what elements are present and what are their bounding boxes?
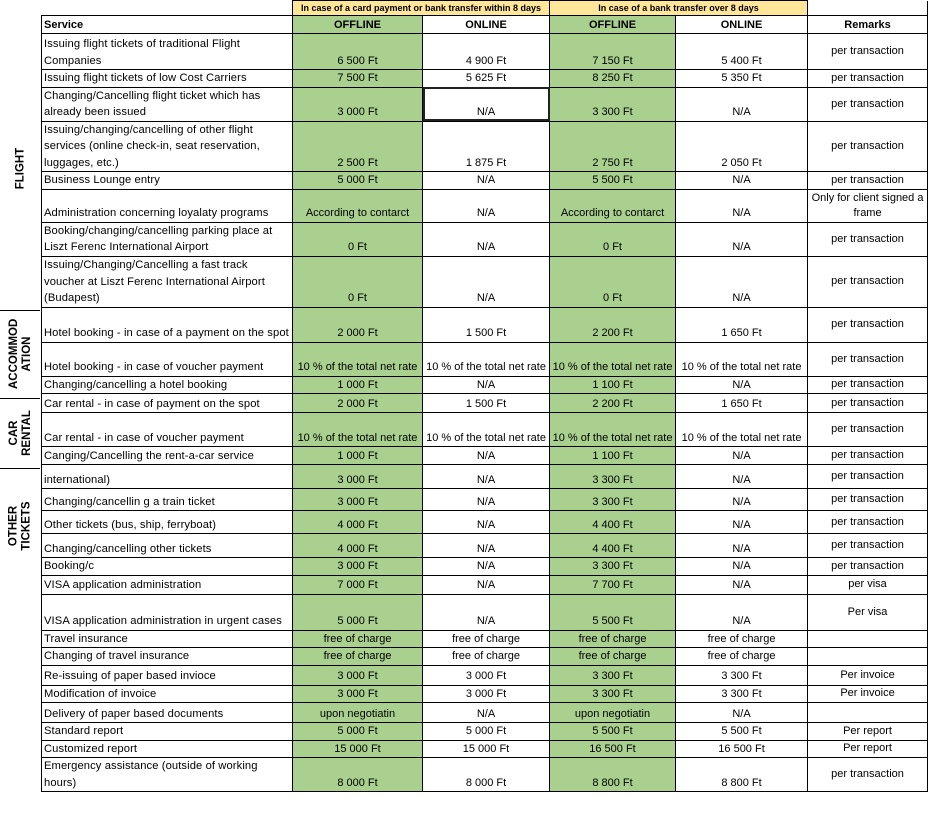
online-price-cell[interactable]: 10 % of the total net rate bbox=[676, 413, 808, 447]
group-header-over-8-days[interactable]: In case of a bank transfer over 8 days bbox=[550, 1, 808, 16]
table-row bbox=[42, 758, 928, 792]
table-row bbox=[42, 465, 928, 489]
service-cell[interactable]: Canging/Cancelling the rent-a-car service bbox=[42, 447, 293, 465]
offline-price-cell[interactable]: 3 000 Ft bbox=[293, 685, 423, 703]
offline-price-cell[interactable]: 15 000 Ft bbox=[293, 740, 423, 758]
online-price-cell[interactable]: N/A bbox=[676, 189, 808, 222]
remarks-cell[interactable]: per transaction bbox=[808, 489, 928, 511]
offline-price-cell[interactable]: 1 100 Ft bbox=[550, 447, 676, 465]
offline-price-cell[interactable]: 1 000 Ft bbox=[293, 376, 423, 394]
online-price-cell[interactable]: 5 350 Ft bbox=[676, 70, 808, 88]
online-price-cell[interactable]: 10 % of the total net rate bbox=[423, 413, 550, 447]
online-price-cell[interactable]: 5 625 Ft bbox=[423, 70, 550, 88]
offline-price-cell[interactable]: free of charge bbox=[550, 630, 676, 648]
offline-price-cell[interactable]: 2 000 Ft bbox=[293, 394, 423, 413]
online-price-cell[interactable]: 3 300 Ft bbox=[676, 685, 808, 703]
header-blank-right bbox=[808, 1, 928, 16]
table-row bbox=[42, 87, 928, 121]
offline-price-cell[interactable]: According to contarct bbox=[293, 189, 423, 222]
service-cell[interactable]: Business Lounge entry bbox=[42, 172, 293, 190]
online-price-cell[interactable]: N/A bbox=[676, 511, 808, 534]
offline-price-cell[interactable]: According to contarct bbox=[550, 189, 676, 222]
offline-price-cell[interactable]: 10 % of the total net rate bbox=[293, 342, 423, 376]
table-row bbox=[42, 511, 928, 534]
offline-price-cell[interactable]: 4 400 Ft bbox=[550, 534, 676, 558]
offline-price-cell[interactable]: 3 300 Ft bbox=[550, 87, 676, 121]
offline-price-cell[interactable]: 3 000 Ft bbox=[293, 87, 423, 121]
online-price-cell[interactable]: 1 650 Ft bbox=[676, 394, 808, 413]
table-row bbox=[42, 558, 928, 576]
online-price-cell[interactable]: N/A bbox=[423, 222, 550, 256]
online-price-cell[interactable]: N/A bbox=[676, 534, 808, 558]
offline-price-cell[interactable]: 2 750 Ft bbox=[550, 121, 676, 172]
table-row bbox=[42, 630, 928, 648]
online-price-cell[interactable]: N/A bbox=[423, 172, 550, 190]
service-cell[interactable]: VISA application administration bbox=[42, 575, 293, 594]
offline-price-cell[interactable]: upon negotiatin bbox=[550, 703, 676, 723]
online-price-cell[interactable]: 5 400 Ft bbox=[676, 34, 808, 70]
category-label bbox=[4, 398, 38, 468]
service-cell[interactable]: Hotel booking - in case of voucher payment bbox=[42, 342, 293, 376]
service-cell[interactable]: Other tickets (bus, ship, ferryboat) bbox=[42, 511, 293, 534]
service-cell[interactable]: Changing of travel insurance bbox=[42, 648, 293, 666]
remarks-cell[interactable] bbox=[808, 703, 928, 723]
table-row bbox=[42, 189, 928, 222]
online-price-cell[interactable]: N/A bbox=[423, 534, 550, 558]
service-cell[interactable]: Administration concerning loyalaty programs bbox=[42, 189, 293, 222]
offline-price-cell[interactable]: 8 000 Ft bbox=[293, 758, 423, 792]
table-row bbox=[42, 172, 928, 190]
online-price-cell[interactable]: N/A bbox=[676, 376, 808, 394]
remarks-cell[interactable]: per transaction bbox=[808, 511, 928, 534]
header-online-2[interactable]: ONLINE bbox=[676, 16, 808, 34]
online-price-cell[interactable]: free of charge bbox=[423, 630, 550, 648]
remarks-cell[interactable]: per transaction bbox=[808, 534, 928, 558]
online-price-cell[interactable]: N/A bbox=[676, 222, 808, 256]
table-row bbox=[42, 121, 928, 172]
service-cell[interactable]: Customized report bbox=[42, 740, 293, 758]
online-price-cell[interactable]: N/A bbox=[676, 172, 808, 190]
online-price-cell[interactable]: 2 050 Ft bbox=[676, 121, 808, 172]
remarks-cell[interactable]: per transaction bbox=[808, 87, 928, 121]
offline-price-cell[interactable]: upon negotiatin bbox=[293, 703, 423, 723]
offline-price-cell[interactable]: 3 300 Ft bbox=[550, 665, 676, 685]
table-row bbox=[42, 376, 928, 394]
online-price-cell[interactable]: N/A bbox=[676, 575, 808, 594]
offline-price-cell[interactable]: 3 000 Ft bbox=[293, 558, 423, 576]
online-price-cell[interactable]: 16 500 Ft bbox=[676, 740, 808, 758]
remarks-cell[interactable]: per transaction bbox=[808, 558, 928, 576]
online-price-cell[interactable]: free of charge bbox=[676, 648, 808, 666]
offline-price-cell[interactable]: 2 200 Ft bbox=[550, 307, 676, 342]
table-row bbox=[42, 648, 928, 666]
category-divider bbox=[0, 398, 40, 399]
offline-price-cell[interactable]: 3 000 Ft bbox=[293, 665, 423, 685]
offline-price-cell[interactable]: free of charge bbox=[550, 648, 676, 666]
offline-price-cell[interactable]: 2 000 Ft bbox=[293, 307, 423, 342]
category-label-text: OTHER TICKETS bbox=[8, 501, 33, 551]
offline-price-cell[interactable]: 10 % of the total net rate bbox=[550, 342, 676, 376]
remarks-cell[interactable]: per visa bbox=[808, 575, 928, 594]
remarks-cell[interactable]: per transaction bbox=[808, 222, 928, 256]
category-divider bbox=[0, 468, 40, 469]
service-cell[interactable]: international) bbox=[42, 465, 293, 489]
category-divider bbox=[0, 310, 40, 311]
online-price-cell[interactable]: 5 500 Ft bbox=[676, 723, 808, 741]
online-price-cell[interactable]: N/A bbox=[676, 87, 808, 121]
online-price-cell[interactable]: N/A bbox=[676, 489, 808, 511]
remarks-cell[interactable]: per transaction bbox=[808, 307, 928, 342]
offline-price-cell[interactable]: 3 000 Ft bbox=[293, 465, 423, 489]
online-price-cell[interactable]: N/A bbox=[423, 447, 550, 465]
offline-price-cell[interactable]: 7 500 Ft bbox=[293, 70, 423, 88]
service-cell[interactable]: Issuing flight tickets of low Cost Carriers bbox=[42, 70, 293, 88]
service-cell[interactable]: Hotel booking - in case of a payment on the spot bbox=[42, 307, 293, 342]
remarks-cell[interactable]: per transaction bbox=[808, 413, 928, 447]
online-price-cell[interactable]: free of charge bbox=[676, 630, 808, 648]
table-row bbox=[42, 34, 928, 70]
offline-price-cell[interactable]: 4 400 Ft bbox=[550, 511, 676, 534]
online-price-cell[interactable]: 5 000 Ft bbox=[423, 723, 550, 741]
table-row bbox=[42, 222, 928, 256]
service-cell[interactable]: Booking/changing/cancelling parking place at Liszt Ferenc International Airport bbox=[42, 222, 293, 256]
offline-price-cell[interactable]: 10 % of the total net rate bbox=[550, 413, 676, 447]
online-price-cell[interactable]: 1 875 Ft bbox=[423, 121, 550, 172]
offline-price-cell[interactable]: 0 Ft bbox=[293, 256, 423, 307]
online-price-cell[interactable]: 1 500 Ft bbox=[423, 307, 550, 342]
offline-price-cell[interactable]: 3 300 Ft bbox=[550, 685, 676, 703]
service-cell[interactable]: Changing/cancelling a hotel booking bbox=[42, 376, 293, 394]
remarks-cell[interactable]: Per invoice bbox=[808, 685, 928, 703]
offline-price-cell[interactable]: 5 500 Ft bbox=[550, 723, 676, 741]
offline-price-cell[interactable]: 8 250 Ft bbox=[550, 70, 676, 88]
offline-price-cell[interactable]: free of charge bbox=[293, 630, 423, 648]
online-price-cell[interactable]: 3 300 Ft bbox=[676, 665, 808, 685]
remarks-cell[interactable]: Only for client signed a frame bbox=[808, 189, 928, 222]
column-header-row bbox=[42, 16, 928, 34]
offline-price-cell[interactable]: 6 500 Ft bbox=[293, 34, 423, 70]
remarks-cell[interactable]: per transaction bbox=[808, 342, 928, 376]
table-row bbox=[42, 489, 928, 511]
remarks-cell[interactable]: Per visa bbox=[808, 594, 928, 630]
online-price-cell[interactable]: 4 900 Ft bbox=[423, 34, 550, 70]
online-price-cell[interactable]: N/A bbox=[423, 189, 550, 222]
table-row bbox=[42, 394, 928, 413]
online-price-cell[interactable]: 1 650 Ft bbox=[676, 307, 808, 342]
online-price-cell[interactable]: N/A bbox=[423, 489, 550, 511]
service-cell[interactable]: Re-issuing of paper based invioce bbox=[42, 665, 293, 685]
online-price-cell[interactable]: 1 500 Ft bbox=[423, 394, 550, 413]
service-cell[interactable]: Issuing/changing/cancelling of other flight services (online check-in, seat reservation, luggages, etc.) bbox=[42, 121, 293, 172]
category-label-text: FLIGHT bbox=[14, 147, 27, 189]
offline-price-cell[interactable]: 5 000 Ft bbox=[293, 723, 423, 741]
table-row bbox=[42, 307, 928, 342]
offline-price-cell[interactable]: 0 Ft bbox=[550, 256, 676, 307]
online-price-cell[interactable]: 15 000 Ft bbox=[423, 740, 550, 758]
online-price-cell[interactable]: N/A bbox=[423, 465, 550, 489]
service-cell[interactable]: Booking/c bbox=[42, 558, 293, 576]
service-cell[interactable]: Standard report bbox=[42, 723, 293, 741]
category-label bbox=[4, 310, 38, 398]
offline-price-cell[interactable]: 4 000 Ft bbox=[293, 534, 423, 558]
table-row bbox=[42, 413, 928, 447]
service-cell[interactable]: Issuing flight tickets of traditional Flight Companies bbox=[42, 34, 293, 70]
online-price-cell[interactable]: N/A bbox=[423, 87, 550, 121]
header-remarks[interactable]: Remarks bbox=[808, 16, 928, 34]
online-price-cell[interactable]: N/A bbox=[676, 703, 808, 723]
online-price-cell[interactable]: N/A bbox=[423, 256, 550, 307]
online-price-cell[interactable]: N/A bbox=[423, 703, 550, 723]
offline-price-cell[interactable]: 5 500 Ft bbox=[550, 172, 676, 190]
remarks-cell[interactable]: per transaction bbox=[808, 758, 928, 792]
category-label bbox=[4, 26, 38, 310]
online-price-cell[interactable]: N/A bbox=[423, 511, 550, 534]
online-price-cell[interactable]: N/A bbox=[676, 594, 808, 630]
offline-price-cell[interactable]: free of charge bbox=[293, 648, 423, 666]
remarks-cell[interactable]: per transaction bbox=[808, 121, 928, 172]
service-cell[interactable]: Car rental - in case of payment on the spot bbox=[42, 394, 293, 413]
remarks-cell[interactable]: per transaction bbox=[808, 70, 928, 88]
service-cell[interactable]: Changing/Cancelling flight ticket which has already been issued bbox=[42, 87, 293, 121]
offline-price-cell[interactable]: 10 % of the total net rate bbox=[293, 413, 423, 447]
remarks-cell[interactable]: per transaction bbox=[808, 172, 928, 190]
offline-price-cell[interactable]: 2 200 Ft bbox=[550, 394, 676, 413]
online-price-cell[interactable]: N/A bbox=[676, 465, 808, 489]
offline-price-cell[interactable]: 0 Ft bbox=[293, 222, 423, 256]
category-label bbox=[4, 468, 38, 584]
offline-price-cell[interactable]: 0 Ft bbox=[550, 222, 676, 256]
table-row bbox=[42, 256, 928, 307]
offline-price-cell[interactable]: 7 150 Ft bbox=[550, 34, 676, 70]
online-price-cell[interactable]: N/A bbox=[676, 558, 808, 576]
table-row bbox=[42, 447, 928, 465]
remarks-cell[interactable]: per transaction bbox=[808, 376, 928, 394]
category-label-text: ACCOMMOD ATION bbox=[8, 318, 33, 389]
table-row bbox=[42, 665, 928, 685]
online-price-cell[interactable]: 10 % of the total net rate bbox=[676, 342, 808, 376]
header-offline-2[interactable]: OFFLINE bbox=[550, 16, 676, 34]
table-row bbox=[42, 703, 928, 723]
group-header-row bbox=[42, 1, 928, 16]
remarks-cell[interactable]: per transaction bbox=[808, 465, 928, 489]
remarks-cell[interactable]: Per report bbox=[808, 723, 928, 741]
service-cell[interactable]: Travel insurance bbox=[42, 630, 293, 648]
service-cell[interactable]: Delivery of paper based documents bbox=[42, 703, 293, 723]
remarks-cell[interactable]: Per invoice bbox=[808, 665, 928, 685]
online-price-cell[interactable]: N/A bbox=[423, 376, 550, 394]
service-cell[interactable]: Emergency assistance (outside of working hours) bbox=[42, 758, 293, 792]
table-row bbox=[42, 70, 928, 88]
header-blank bbox=[42, 1, 293, 16]
service-cell[interactable]: Modification of invoice bbox=[42, 685, 293, 703]
service-cell[interactable]: Changing/cancelling other tickets bbox=[42, 534, 293, 558]
remarks-cell[interactable]: per transaction bbox=[808, 34, 928, 70]
category-label-text: CAR RENTAL bbox=[8, 410, 33, 456]
service-cell[interactable]: VISA application administration in urgent cases bbox=[42, 594, 293, 630]
offline-price-cell[interactable]: 4 000 Ft bbox=[293, 511, 423, 534]
offline-price-cell[interactable]: 7 700 Ft bbox=[550, 575, 676, 594]
offline-price-cell[interactable]: 3 300 Ft bbox=[550, 558, 676, 576]
offline-price-cell[interactable]: 3 000 Ft bbox=[293, 489, 423, 511]
table-row bbox=[42, 723, 928, 741]
online-price-cell[interactable]: N/A bbox=[423, 558, 550, 576]
service-cell[interactable]: Car rental - in case of voucher payment bbox=[42, 413, 293, 447]
offline-price-cell[interactable]: 16 500 Ft bbox=[550, 740, 676, 758]
table-row bbox=[42, 575, 928, 594]
online-price-cell[interactable]: 10 % of the total net rate bbox=[423, 342, 550, 376]
offline-price-cell[interactable]: 5 000 Ft bbox=[293, 172, 423, 190]
header-service[interactable]: Service bbox=[42, 16, 293, 34]
remarks-cell[interactable]: per transaction bbox=[808, 394, 928, 413]
offline-price-cell[interactable]: 8 800 Ft bbox=[550, 758, 676, 792]
offline-price-cell[interactable]: 3 300 Ft bbox=[550, 489, 676, 511]
offline-price-cell[interactable]: 1 000 Ft bbox=[293, 447, 423, 465]
online-price-cell[interactable]: 3 000 Ft bbox=[423, 665, 550, 685]
table-row bbox=[42, 594, 928, 630]
remarks-cell[interactable]: Per report bbox=[808, 740, 928, 758]
offline-price-cell[interactable]: 7 000 Ft bbox=[293, 575, 423, 594]
table-row bbox=[42, 342, 928, 376]
online-price-cell[interactable]: 8 800 Ft bbox=[676, 758, 808, 792]
header-offline-1[interactable]: OFFLINE bbox=[293, 16, 423, 34]
service-cell[interactable]: Changing/cancellin g a train ticket bbox=[42, 489, 293, 511]
online-price-cell[interactable]: N/A bbox=[423, 594, 550, 630]
offline-price-cell[interactable]: 1 100 Ft bbox=[550, 376, 676, 394]
table-row bbox=[42, 534, 928, 558]
remarks-cell[interactable]: per transaction bbox=[808, 256, 928, 307]
online-price-cell[interactable]: 3 000 Ft bbox=[423, 685, 550, 703]
table-row bbox=[42, 740, 928, 758]
offline-price-cell[interactable]: 5 500 Ft bbox=[550, 594, 676, 630]
remarks-cell[interactable] bbox=[808, 648, 928, 666]
remarks-cell[interactable] bbox=[808, 630, 928, 648]
offline-price-cell[interactable]: 5 000 Ft bbox=[293, 594, 423, 630]
price-table bbox=[41, 0, 928, 792]
online-price-cell[interactable]: N/A bbox=[676, 256, 808, 307]
online-price-cell[interactable]: N/A bbox=[676, 447, 808, 465]
service-cell[interactable]: Issuing/Changing/Cancelling a fast track voucher at Liszt Ferenc International Airport (Budapest) bbox=[42, 256, 293, 307]
online-price-cell[interactable]: N/A bbox=[423, 575, 550, 594]
header-online-1[interactable]: ONLINE bbox=[423, 16, 550, 34]
table-row bbox=[42, 685, 928, 703]
offline-price-cell[interactable]: 3 300 Ft bbox=[550, 465, 676, 489]
online-price-cell[interactable]: 8 000 Ft bbox=[423, 758, 550, 792]
offline-price-cell[interactable]: 2 500 Ft bbox=[293, 121, 423, 172]
group-header-within-8-days[interactable]: In case of a card payment or bank transfer within 8 days bbox=[293, 1, 550, 16]
remarks-cell[interactable]: per transaction bbox=[808, 447, 928, 465]
online-price-cell[interactable]: free of charge bbox=[423, 648, 550, 666]
